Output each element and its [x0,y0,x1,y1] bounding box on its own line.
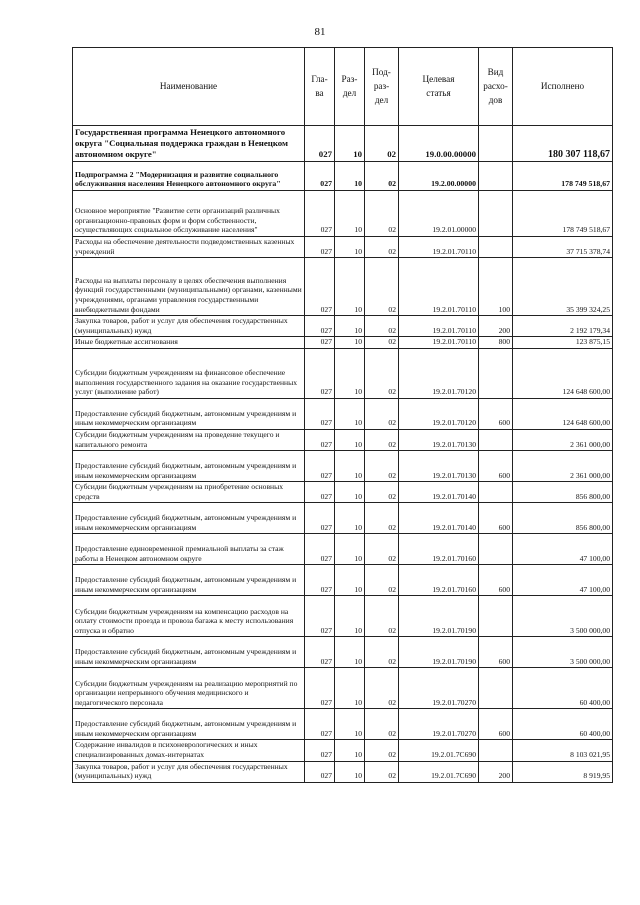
row-razdel: 10 [335,191,365,237]
row-vid: 600 [479,398,513,429]
row-vid [479,162,513,191]
table-row [73,503,613,534]
row-name: Закупка товаров, работ и услуг для обеспечения государственных (муниципальных) нужд [73,316,305,337]
row-vid: 600 [479,451,513,482]
row-vid: 600 [479,565,513,596]
row-razdel: 10 [335,337,365,349]
row-name: Закупка товаров, работ и услуг для обеспечения государственных (муниципальных) нужд [73,761,305,782]
row-amount: 60 400,00 [513,709,613,740]
row-target: 19.2.01.70140 [399,482,479,503]
row-amount: 2 192 179,34 [513,316,613,337]
budget-table [72,47,613,783]
row-name: Предоставление субсидий бюджетным, автономным учреждениям и иным некоммерческим организациям [73,637,305,668]
row-razdel: 10 [335,761,365,782]
row-vid [479,534,513,565]
row-name: Содержание инвалидов в психоневрологических и иных специализированных домах-интернатах [73,740,305,761]
table-row [73,668,613,709]
table-row [73,637,613,668]
row-name: Основное мероприятие "Развитие сети организаций различных организационно-правовых форм и форм собственности, осуществляющих социальное обслуживание населения" [73,191,305,237]
row-podrazdel: 02 [365,126,399,162]
row-name: Субсидии бюджетным учреждениям на приобретение основных средств [73,482,305,503]
header-vid: Вид расхо- дов [479,48,513,126]
row-podrazdel: 02 [365,451,399,482]
row-podrazdel: 02 [365,761,399,782]
row-razdel: 10 [335,258,365,316]
row-podrazdel: 02 [365,429,399,450]
row-glava: 027 [305,237,335,258]
row-amount: 124 648 600,00 [513,398,613,429]
row-target: 19.2.01.70160 [399,534,479,565]
row-name: Государственная программа Ненецкого автономного округа "Социальная поддержка граждан в Ненецком автономном округе" [73,126,305,162]
row-name: Субсидии бюджетным учреждениям на финансовое обеспечение выполнения государственного задания на оказание государственных услуг (выполнение работ) [73,348,305,398]
row-podrazdel: 02 [365,316,399,337]
row-name: Предоставление единовременной премиальной выплаты за стаж работы в Ненецком автономном округе [73,534,305,565]
table-row [73,126,613,162]
row-razdel: 10 [335,596,365,637]
row-vid [479,740,513,761]
row-glava: 027 [305,482,335,503]
row-podrazdel: 02 [365,237,399,258]
row-target: 19.2.01.70130 [399,429,479,450]
row-name: Субсидии бюджетным учреждениям на реализацию мероприятий по организации непрерывного обучения медицинского и педагогического персонала [73,668,305,709]
row-razdel: 10 [335,709,365,740]
table-row [73,740,613,761]
row-amount: 123 875,15 [513,337,613,349]
row-glava: 027 [305,761,335,782]
row-razdel: 10 [335,740,365,761]
row-razdel: 10 [335,429,365,450]
row-razdel: 10 [335,451,365,482]
row-vid [479,596,513,637]
row-target: 19.2.01.70110 [399,237,479,258]
table-row [73,316,613,337]
row-vid [479,237,513,258]
row-vid [479,429,513,450]
row-vid [479,348,513,398]
row-amount: 178 749 518,67 [513,162,613,191]
row-name: Подпрограмма 2 "Модернизация и развитие социального обслуживания населения Ненецкого автономного округа" [73,162,305,191]
row-amount: 3 500 000,00 [513,596,613,637]
row-name: Предоставление субсидий бюджетным, автономным учреждениям и иным некоммерческим организациям [73,709,305,740]
row-razdel: 10 [335,565,365,596]
row-target: 19.2.01.70140 [399,503,479,534]
row-razdel: 10 [335,534,365,565]
table-row [73,398,613,429]
row-amount: 47 100,00 [513,534,613,565]
row-amount: 856 800,00 [513,503,613,534]
header-podrazdel: Под- раз- дел [365,48,399,126]
row-glava: 027 [305,534,335,565]
row-name: Предоставление субсидий бюджетным, автономным учреждениям и иным некоммерческим организациям [73,565,305,596]
row-podrazdel: 02 [365,637,399,668]
row-vid [479,126,513,162]
row-razdel: 10 [335,162,365,191]
row-amount: 8 919,95 [513,761,613,782]
row-target: 19.2.01.70120 [399,398,479,429]
row-target: 19.2.01.70190 [399,596,479,637]
page-number: 81 [314,26,326,38]
row-amount: 180 307 118,67 [513,126,613,162]
row-target: 19.2.00.00000 [399,162,479,191]
row-glava: 027 [305,348,335,398]
table-row [73,565,613,596]
row-target: 19.2.01.00000 [399,191,479,237]
row-glava: 027 [305,451,335,482]
row-amount: 856 800,00 [513,482,613,503]
row-razdel: 10 [335,348,365,398]
table-row [73,237,613,258]
row-amount: 3 500 000,00 [513,637,613,668]
table-row [73,596,613,637]
row-podrazdel: 02 [365,191,399,237]
row-amount: 60 400,00 [513,668,613,709]
row-vid: 200 [479,761,513,782]
row-name: Субсидии бюджетным учреждениям на проведение текущего и капитального ремонта [73,429,305,450]
row-glava: 027 [305,565,335,596]
row-glava: 027 [305,398,335,429]
row-amount: 178 749 518,67 [513,191,613,237]
table-row [73,162,613,191]
row-glava: 027 [305,637,335,668]
row-name: Расходы на обеспечение деятельности подведомственных казенных учреждений [73,237,305,258]
table-header-row [73,48,613,126]
header-name: Наименование [73,48,305,126]
row-name: Субсидии бюджетным учреждениям на компенсацию расходов на оплату стоимости проезда и провоза багажа к месту использования отпуска и обратно [73,596,305,637]
row-podrazdel: 02 [365,348,399,398]
row-amount: 2 361 000,00 [513,429,613,450]
row-vid: 600 [479,709,513,740]
row-target: 19.2.01.70270 [399,709,479,740]
row-razdel: 10 [335,503,365,534]
table-row [73,191,613,237]
table-row [73,709,613,740]
row-glava: 027 [305,709,335,740]
row-glava: 027 [305,503,335,534]
row-podrazdel: 02 [365,337,399,349]
header-glava: Гла- ва [305,48,335,126]
row-target: 19.2.01.70120 [399,348,479,398]
row-glava: 027 [305,337,335,349]
row-razdel: 10 [335,637,365,668]
header-razdel: Раз- дел [335,48,365,126]
row-glava: 027 [305,258,335,316]
row-vid: 800 [479,337,513,349]
table-row [73,337,613,349]
row-vid: 600 [479,503,513,534]
row-podrazdel: 02 [365,482,399,503]
row-glava: 027 [305,740,335,761]
row-name: Предоставление субсидий бюджетным, автономным учреждениям и иным некоммерческим организациям [73,451,305,482]
row-glava: 027 [305,126,335,162]
row-razdel: 10 [335,398,365,429]
table-row [73,761,613,782]
table-row [73,482,613,503]
row-amount: 2 361 000,00 [513,451,613,482]
row-target: 19.2.01.70110 [399,258,479,316]
row-vid [479,668,513,709]
row-razdel: 10 [335,482,365,503]
header-done: Исполнено [513,48,613,126]
row-target: 19.2.01.70130 [399,451,479,482]
row-podrazdel: 02 [365,503,399,534]
row-glava: 027 [305,316,335,337]
row-vid [479,191,513,237]
row-target: 19.2.01.70110 [399,316,479,337]
row-vid [479,482,513,503]
row-glava: 027 [305,191,335,237]
table-row [73,429,613,450]
table-row [73,258,613,316]
row-glava: 027 [305,596,335,637]
row-target: 19.2.01.70160 [399,565,479,596]
row-name: Иные бюджетные ассигнования [73,337,305,349]
row-podrazdel: 02 [365,668,399,709]
row-vid: 600 [479,637,513,668]
row-amount: 35 399 324,25 [513,258,613,316]
row-vid: 100 [479,258,513,316]
row-podrazdel: 02 [365,534,399,565]
row-podrazdel: 02 [365,596,399,637]
row-name: Предоставление субсидий бюджетным, автономным учреждениям и иным некоммерческим организациям [73,503,305,534]
row-target: 19.2.01.70110 [399,337,479,349]
row-glava: 027 [305,668,335,709]
row-target: 19.2.01.7C690 [399,740,479,761]
table-row [73,348,613,398]
row-razdel: 10 [335,126,365,162]
row-amount: 8 103 021,95 [513,740,613,761]
row-podrazdel: 02 [365,709,399,740]
row-podrazdel: 02 [365,740,399,761]
row-amount: 124 648 600,00 [513,348,613,398]
row-razdel: 10 [335,237,365,258]
row-amount: 37 715 378,74 [513,237,613,258]
row-glava: 027 [305,162,335,191]
row-vid: 200 [479,316,513,337]
row-podrazdel: 02 [365,162,399,191]
row-name: Расходы на выплаты персоналу в целях обеспечения выполнения функций государственными (муниципальными) органами, казенными учреждениями, органами управления государственными внебюджетными фондами [73,258,305,316]
table-row [73,451,613,482]
row-target: 19.2.01.70190 [399,637,479,668]
row-amount: 47 100,00 [513,565,613,596]
row-target: 19.2.01.70270 [399,668,479,709]
row-glava: 027 [305,429,335,450]
row-name: Предоставление субсидий бюджетным, автономным учреждениям и иным некоммерческим организациям [73,398,305,429]
row-razdel: 10 [335,316,365,337]
row-razdel: 10 [335,668,365,709]
row-podrazdel: 02 [365,398,399,429]
header-target: Целевая статья [399,48,479,126]
row-target: 19.2.01.7C690 [399,761,479,782]
row-podrazdel: 02 [365,258,399,316]
table-row [73,534,613,565]
row-podrazdel: 02 [365,565,399,596]
row-target: 19.0.00.00000 [399,126,479,162]
